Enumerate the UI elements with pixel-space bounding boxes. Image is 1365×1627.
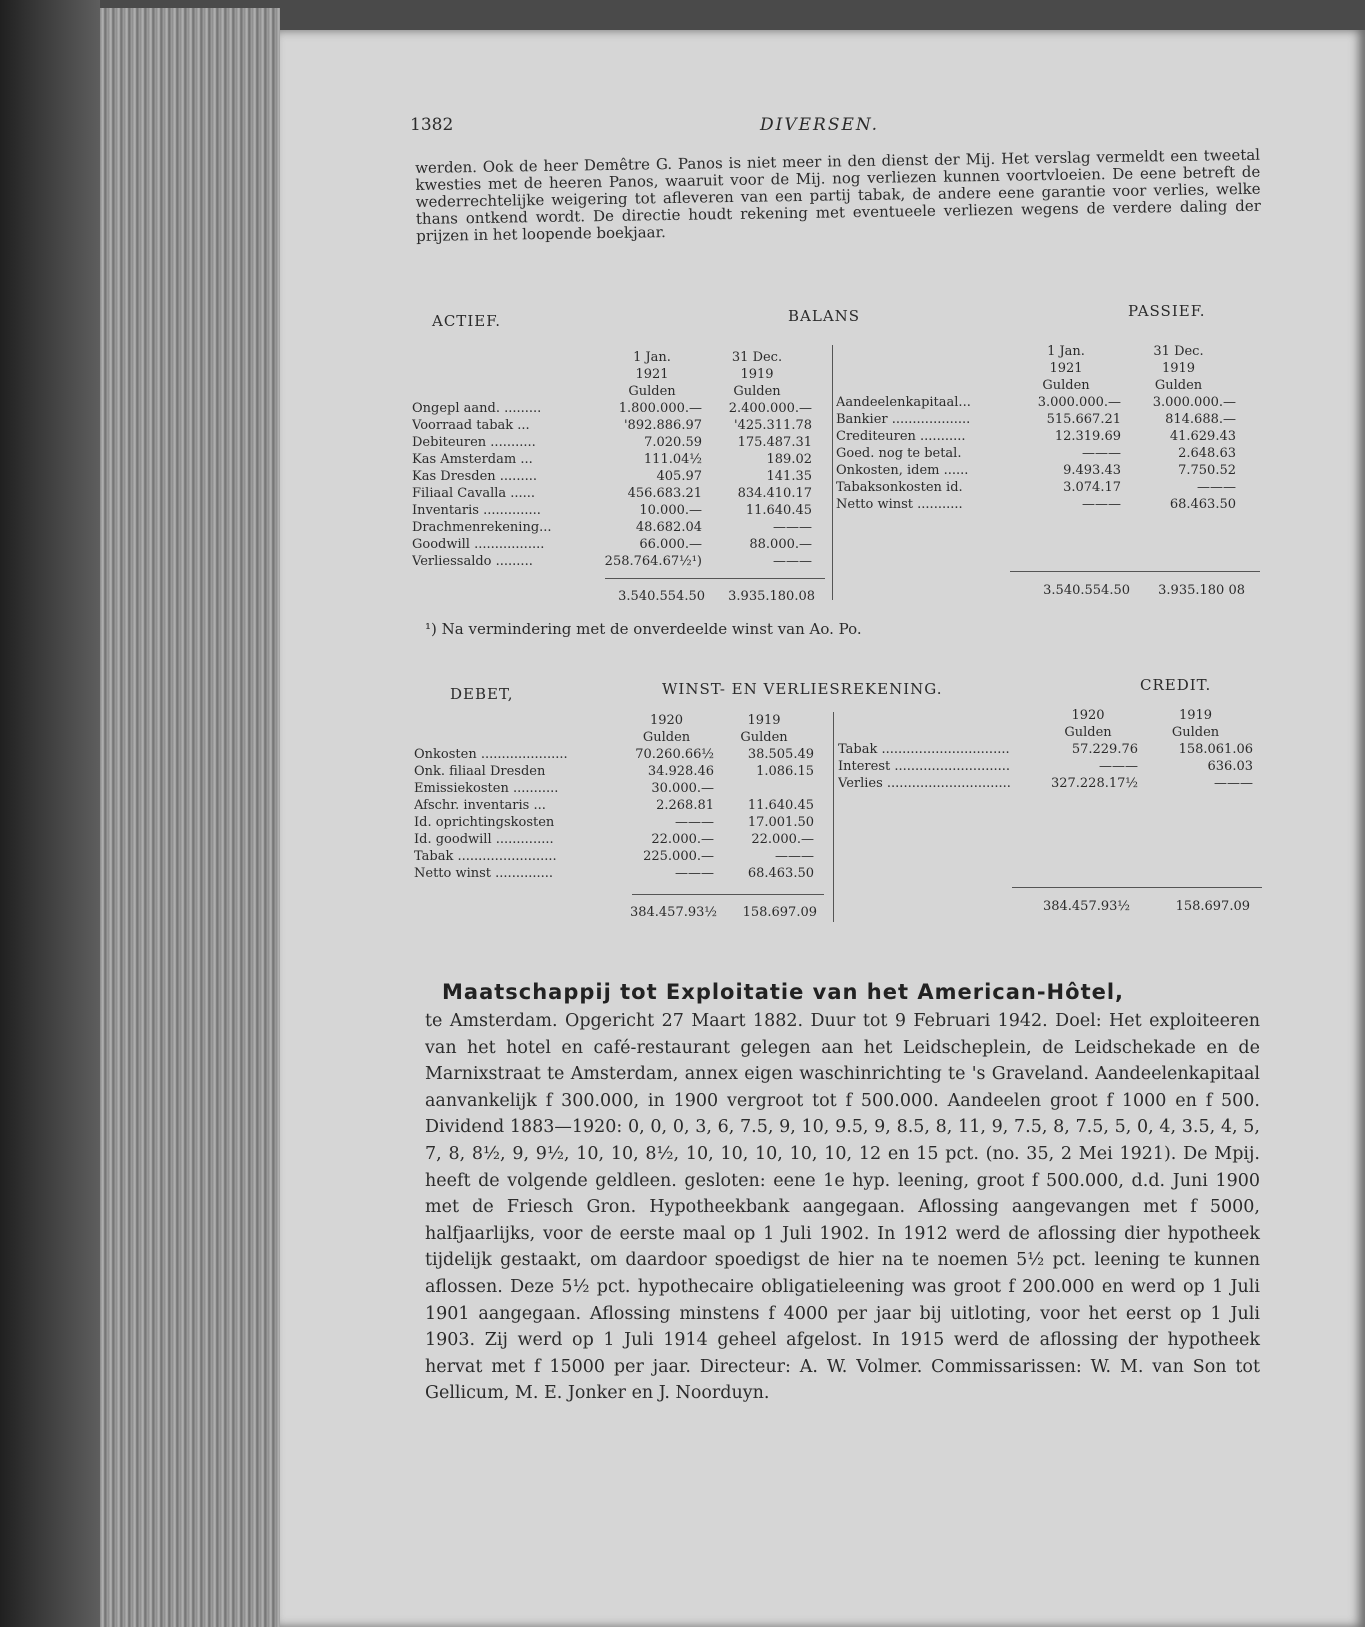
actief-row-value: 11.640.45 bbox=[745, 503, 812, 518]
actief-row-value: 189.02 bbox=[766, 452, 812, 467]
actief-row-value: 405.97 bbox=[656, 469, 702, 484]
debet-col-header: 1919 bbox=[747, 713, 781, 728]
debet-row-value: 22.000.— bbox=[751, 832, 814, 847]
debet-row-value: 11.640.45 bbox=[747, 798, 814, 813]
credit-col-header: Gulden bbox=[1171, 725, 1220, 740]
balans-divider bbox=[832, 345, 833, 600]
actief-row-label: Verliessaldo ......... bbox=[412, 554, 533, 569]
passief-col-header: 1921 bbox=[1049, 361, 1083, 376]
passief-row-value: 41.629.43 bbox=[1169, 429, 1236, 444]
balans-left-total-rule bbox=[605, 578, 825, 579]
winst-debet-table bbox=[414, 712, 824, 882]
credit-header-row bbox=[838, 707, 1258, 724]
actief-row-value: 456.683.21 bbox=[627, 486, 702, 501]
debet-row bbox=[414, 848, 824, 865]
actief-row bbox=[412, 400, 812, 417]
passief-header-spacer bbox=[836, 360, 1011, 377]
winst-right-total-1919: 158.697.09 bbox=[1175, 899, 1250, 914]
credit-header-spacer bbox=[838, 707, 1038, 724]
balans-left-total-1919: 3.935.180.08 bbox=[728, 589, 815, 604]
passief-header-spacer bbox=[836, 377, 1011, 394]
balans-passief-table bbox=[836, 343, 1256, 513]
debet-row-value: 17.001.50 bbox=[747, 815, 814, 830]
credit-col-header: 1919 bbox=[1178, 708, 1213, 723]
actief-row-label: Drachmenrekening... bbox=[412, 520, 552, 535]
actief-col-header: 1921 bbox=[635, 367, 669, 382]
credit-row-label: Verlies .............................. bbox=[838, 776, 1011, 791]
intro-paragraph: werden. Ook de heer Demêtre G. Panos is niet meer in den dienst der Mij. Het verslag vermeldt een tweetal kwesties met de heeren Panos, waaruit voor de Mij. nog verliezen kunnen voortvloeien. De eene betreft de wederrechtelijke weigering tot afleveren van een partij tabak, de andere eene garantie voor verlies, welke thans ontkend wordt. De directie houdt rekening met eventueele verliezen wegens de verdere daling der prijzen in het loopende boekjaar. bbox=[414, 145, 1261, 245]
actief-row-label: Ongepl aand. ......... bbox=[412, 401, 542, 416]
actief-row-label: Debiteuren ........... bbox=[412, 435, 536, 450]
actief-row-value: 7.020.59 bbox=[644, 435, 702, 450]
credit-col-header: 1920 bbox=[1071, 708, 1105, 723]
passief-header-spacer bbox=[836, 343, 1011, 360]
book-spine bbox=[0, 0, 100, 1627]
debet-row-value: 1.086.15 bbox=[756, 764, 814, 779]
actief-col-header: Gulden bbox=[628, 384, 676, 399]
debet-row-label: Id. oprichtingskosten bbox=[414, 815, 555, 830]
actief-row bbox=[412, 519, 812, 536]
balans-title: BALANS bbox=[788, 307, 861, 325]
passief-row bbox=[836, 394, 1256, 411]
credit-row-label: Interest ............................ bbox=[838, 759, 1011, 774]
actief-row bbox=[412, 485, 812, 502]
actief-row-label: Goodwill ................. bbox=[412, 537, 545, 552]
passief-row-label: Onkosten, idem ...... bbox=[836, 463, 969, 478]
credit-row bbox=[838, 758, 1258, 775]
debet-row-label: Afschr. inventaris ... bbox=[414, 798, 546, 813]
winst-right-label: CREDIT. bbox=[1140, 676, 1212, 694]
actief-row bbox=[412, 553, 812, 570]
winst-right-total-rule bbox=[1012, 887, 1262, 888]
passief-row-value: 7.750.52 bbox=[1178, 463, 1236, 478]
passief-col-header: Gulden bbox=[1154, 378, 1203, 393]
credit-row-label: Tabak ............................... bbox=[838, 742, 1010, 757]
actief-header-spacer bbox=[412, 366, 602, 383]
debet-header-spacer bbox=[414, 729, 619, 746]
passief-row-value: ——— bbox=[1082, 446, 1121, 461]
company-description: te Amsterdam. Opgericht 27 Maart 1882. Duur tot 9 Februari 1942. Doel: Het exploiteeren van het hotel en café-restaurant gelegen aan het Leidscheplein, de Leidschekade en de Marnixstraat te Amsterdam, annex eigen waschinrichting te 's Graveland. Aandeelenkapitaal aanvankelijk f 300.000, in 1900 vergroot tot f 500.000. Aandeelen groot f 1000 en f 500. Dividend 1883—1920: 0, 0, 0, 3, 6, 7.5, 9, 10, 9.5, 9, 8.5, 8, 11, 9, 7.5, 8, 7.5, 5, 0, 4, 3.5, 4, 5, 7, 8, 8½, 9, 9½, 10, 10, 8½, 10, 10, 10, 10, 10, 12 en 15 pct. (no. 35, 2 Mei 1921). De Mpij. heeft de volgende geldleen. gesloten: eene 1e hyp. leening, groot f 500.000, d.d. Juni 1900 met de Friesch Gron. Hypotheekbank aangegaan. Aflossing aangevangen met f 5000, halfjaarlijks, voor de eerste maal op 1 Juli 1902. In 1912 werd de aflossing dier hypotheek tijdelijk gestaakt, om daardoor spoedigst de hier na te noemen 5½ pct. leening te kunnen aflossen. Deze 5½ pct. hypothecaire obligatieleening was groot f 200.000 en werd op 1 Juli 1901 aangegaan. Aflossing minstens f 4000 per jaar bij uitloting, voor het eerst op 1 Juli 1903. Zij werd op 1 Juli 1914 geheel afgelost. In 1915 werd de aflossing der hypotheek hervat met f 15000 per jaar. Directeur: A. W. Volmer. Commissarissen: W. M. van Son tot Gellicum, M. E. Jonker en J. Noorduyn. bbox=[425, 1011, 1260, 1404]
passief-row bbox=[836, 411, 1256, 428]
debet-row-label: Emissiekosten ........... bbox=[414, 781, 559, 796]
passief-row-label: Aandeelenkapitaal... bbox=[836, 395, 971, 410]
credit-row-value: 636.03 bbox=[1207, 759, 1253, 774]
actief-row bbox=[412, 451, 812, 468]
winst-left-total-rule bbox=[632, 894, 824, 895]
actief-row-value: 48.682.04 bbox=[635, 520, 702, 535]
debet-header-spacer bbox=[414, 712, 619, 729]
passief-row-value: 515.667.21 bbox=[1046, 412, 1121, 427]
credit-row-value: 57.229.76 bbox=[1071, 742, 1138, 757]
debet-row-value: 34.928.46 bbox=[647, 764, 714, 779]
actief-col-header: Gulden bbox=[733, 384, 781, 399]
balans-right-total-1921: 3.540.554.50 bbox=[1043, 583, 1130, 598]
balans-right-total-1919: 3.935.180 08 bbox=[1158, 583, 1245, 598]
balans-actief-table bbox=[412, 349, 812, 570]
debet-row-label: Onk. filiaal Dresden bbox=[414, 764, 546, 779]
actief-row bbox=[412, 502, 812, 519]
actief-row-value: 834.410.17 bbox=[737, 486, 812, 501]
passief-header-row bbox=[836, 343, 1256, 360]
passief-col-header: 31 Dec. bbox=[1153, 344, 1204, 359]
passief-row-label: Crediteuren ........... bbox=[836, 429, 966, 444]
balans-right-label: PASSIEF. bbox=[1128, 302, 1206, 320]
actief-header-spacer bbox=[412, 349, 602, 366]
passief-row-label: Netto winst ........... bbox=[836, 497, 963, 512]
winst-divider bbox=[833, 712, 834, 922]
actief-row-value: 66.000.— bbox=[639, 537, 702, 552]
actief-row-label: Inventaris .............. bbox=[412, 503, 541, 518]
debet-row-label: Tabak ........................ bbox=[414, 849, 557, 864]
debet-row bbox=[414, 814, 824, 831]
credit-row-value: 327.228.17½ bbox=[1050, 776, 1138, 791]
passief-row bbox=[836, 428, 1256, 445]
debet-row-label: Onkosten ..................... bbox=[414, 747, 568, 762]
actief-header-row bbox=[412, 349, 812, 366]
credit-row bbox=[838, 775, 1258, 792]
winst-left-totals bbox=[622, 904, 817, 921]
passief-row-value: 68.463.50 bbox=[1169, 497, 1236, 512]
balans-footnote: ¹) Na vermindering met de onverdeelde winst van Ao. Po. bbox=[425, 620, 862, 638]
debet-row bbox=[414, 865, 824, 882]
actief-row-value: 2.400.000.— bbox=[728, 401, 812, 416]
actief-col-header: 31 Dec. bbox=[731, 350, 783, 365]
balans-left-totals bbox=[605, 588, 815, 605]
balans-right-totals bbox=[1020, 582, 1245, 599]
actief-row-value: '892.886.97 bbox=[623, 418, 702, 433]
actief-row-value: 141.35 bbox=[766, 469, 812, 484]
winst-right-totals bbox=[1030, 898, 1250, 915]
passief-row-label: Tabaksonkosten id. bbox=[836, 480, 963, 495]
debet-row-value bbox=[714, 780, 814, 797]
passief-col-header: 1 Jan. bbox=[1047, 344, 1085, 359]
passief-row bbox=[836, 462, 1256, 479]
passief-col-header: Gulden bbox=[1042, 378, 1090, 393]
credit-row-value: 158.061.06 bbox=[1178, 742, 1253, 757]
debet-row-value: 38.505.49 bbox=[747, 747, 814, 762]
passief-row-value: 3.074.17 bbox=[1063, 480, 1121, 495]
actief-row-value: 88.000.— bbox=[749, 537, 812, 552]
page-number: 1382 bbox=[410, 115, 454, 135]
passief-row-value: 9.493.43 bbox=[1063, 463, 1121, 478]
passief-row-label: Goed. nog te betal. bbox=[836, 446, 962, 461]
actief-row bbox=[412, 434, 812, 451]
credit-row bbox=[838, 741, 1258, 758]
winst-right-total-1920: 384.457.93½ bbox=[1042, 899, 1130, 914]
debet-row-value: 68.463.50 bbox=[747, 866, 814, 881]
actief-row-value: 258.764.67½¹) bbox=[604, 554, 702, 569]
passief-row-value: 3.000.000.— bbox=[1152, 395, 1236, 410]
debet-row-value: ——— bbox=[775, 849, 814, 864]
actief-col-header: 1 Jan. bbox=[633, 350, 671, 365]
debet-row bbox=[414, 797, 824, 814]
actief-row bbox=[412, 536, 812, 553]
passief-row-value: 12.319.69 bbox=[1054, 429, 1121, 444]
winst-title: WINST- EN VERLIESREKENING. bbox=[662, 680, 943, 698]
debet-row-label: Netto winst .............. bbox=[414, 866, 554, 881]
winst-left-total-1920: 384.457.93½ bbox=[629, 905, 717, 920]
actief-row-label: Filiaal Cavalla ...... bbox=[412, 486, 536, 501]
actief-row-label: Kas Amsterdam ... bbox=[412, 452, 533, 467]
actief-row-value: 111.04½ bbox=[643, 452, 702, 467]
actief-header-row bbox=[412, 366, 812, 383]
debet-row-value: 2.268.81 bbox=[656, 798, 714, 813]
debet-col-header: Gulden bbox=[740, 730, 788, 745]
winst-credit-table bbox=[838, 707, 1258, 792]
credit-row-value: ——— bbox=[1214, 776, 1253, 791]
actief-row-value: 175.487.31 bbox=[737, 435, 812, 450]
debet-row-label: Id. goodwill .............. bbox=[414, 832, 554, 847]
passief-row-value: 3.000.000.— bbox=[1037, 395, 1121, 410]
actief-row-label: Voorraad tabak ... bbox=[412, 418, 530, 433]
passief-header-row bbox=[836, 377, 1256, 394]
debet-row-value: ——— bbox=[675, 815, 714, 830]
passief-row-value: ——— bbox=[1082, 497, 1121, 512]
debet-row bbox=[414, 746, 824, 763]
debet-row-value: 30.000.— bbox=[651, 781, 714, 796]
debet-row bbox=[414, 763, 824, 780]
winst-left-total-1919: 158.697.09 bbox=[742, 905, 817, 920]
actief-row-value: 1.800.000.— bbox=[618, 401, 702, 416]
debet-row-value: 225.000.— bbox=[643, 849, 714, 864]
debet-header-row bbox=[414, 729, 824, 746]
debet-row-value: 70.260.66½ bbox=[635, 747, 714, 762]
passief-header-row bbox=[836, 360, 1256, 377]
actief-row bbox=[412, 468, 812, 485]
passief-row-value: 814.688.— bbox=[1165, 412, 1236, 427]
debet-row-value: ——— bbox=[675, 866, 714, 881]
passief-row-value: 2.648.63 bbox=[1178, 446, 1236, 461]
debet-col-header: Gulden bbox=[642, 730, 691, 745]
passief-row bbox=[836, 496, 1256, 513]
actief-header-row bbox=[412, 383, 812, 400]
debet-row bbox=[414, 831, 824, 848]
debet-header-row bbox=[414, 712, 824, 729]
balans-left-total-1921: 3.540.554.50 bbox=[618, 589, 705, 604]
debet-row-value: 22.000.— bbox=[651, 832, 714, 847]
debet-row bbox=[414, 780, 824, 797]
actief-row-value: 10.000.— bbox=[639, 503, 702, 518]
actief-row-value: ——— bbox=[773, 554, 812, 569]
credit-header-spacer bbox=[838, 724, 1038, 741]
balans-right-total-rule bbox=[1010, 571, 1260, 572]
balans-left-label: ACTIEF. bbox=[432, 312, 502, 330]
actief-col-header: 1919 bbox=[740, 367, 774, 382]
passief-row-label: Bankier ................... bbox=[836, 412, 971, 427]
passief-row bbox=[836, 445, 1256, 462]
actief-row-value: ——— bbox=[773, 520, 812, 535]
actief-row bbox=[412, 417, 812, 434]
actief-row-label: Kas Dresden ......... bbox=[412, 469, 537, 484]
passief-col-header: 1919 bbox=[1161, 361, 1196, 376]
passief-row-value: ——— bbox=[1197, 480, 1236, 495]
debet-col-header: 1920 bbox=[649, 713, 684, 728]
winst-left-label: DEBET, bbox=[450, 685, 514, 703]
running-title: DIVERSEN. bbox=[760, 115, 880, 135]
company-name-heading: Maatschappij tot Exploitatie van het American-Hôtel, bbox=[442, 980, 1125, 1004]
passief-row bbox=[836, 479, 1256, 496]
credit-col-header: Gulden bbox=[1064, 725, 1112, 740]
credit-header-row bbox=[838, 724, 1258, 741]
actief-row-value: '425.311.78 bbox=[733, 418, 812, 433]
actief-header-spacer bbox=[412, 383, 602, 400]
credit-row-value: ——— bbox=[1099, 759, 1138, 774]
page-edges bbox=[100, 8, 280, 1627]
